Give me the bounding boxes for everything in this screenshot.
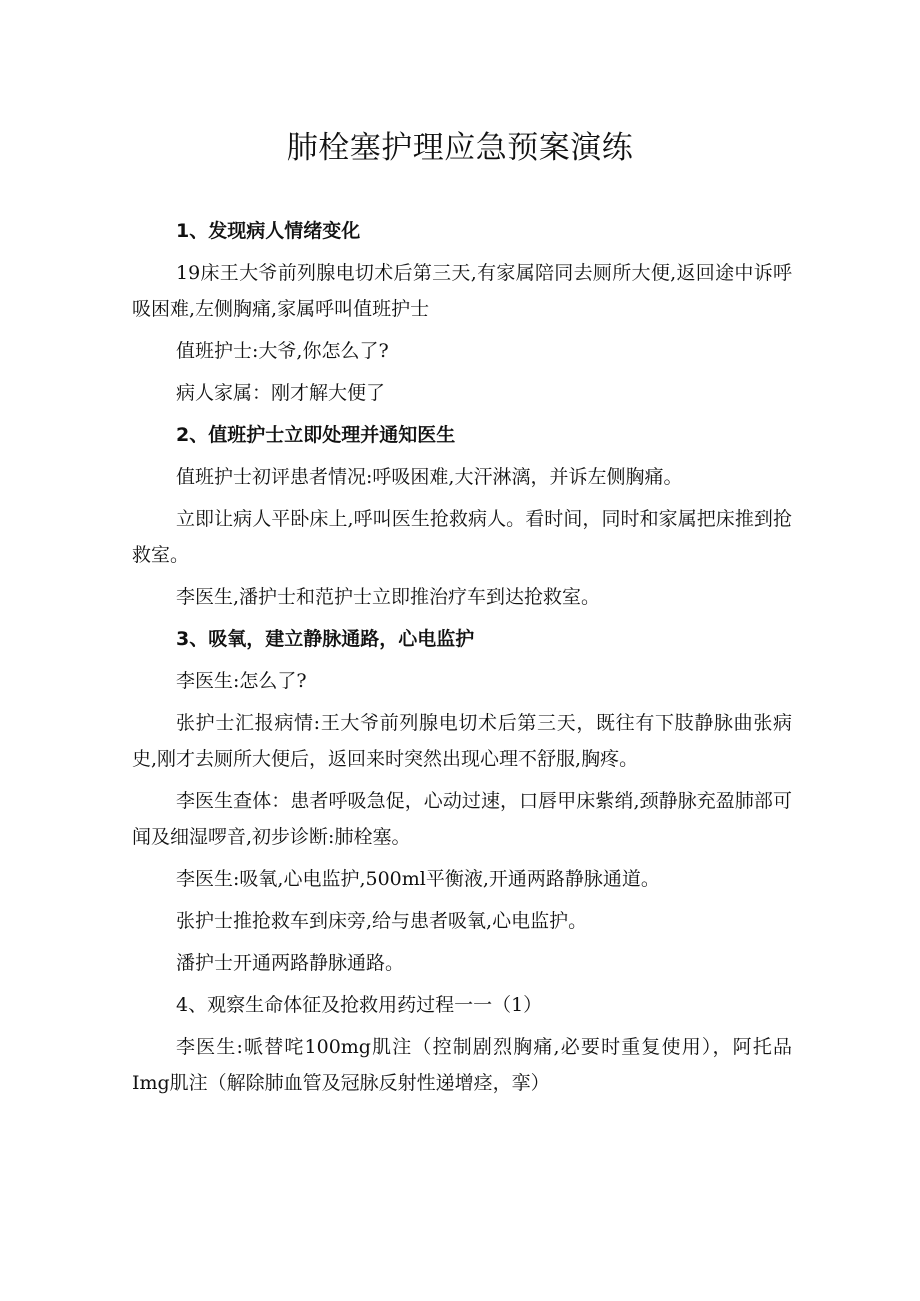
document-title: 肺栓塞护理应急预案演练	[286, 130, 634, 166]
paragraph: 潘护士开通两路静脉通路。	[176, 952, 405, 974]
paragraph: 李医生:怎么了?	[176, 670, 307, 692]
paragraph: 张护士汇报病情:王大爷前列腺电切术后第三天，既往有下肢静脉曲张病史,刚才去厕所大便后，返回来时突然出现心理不舒服,胸疼。	[132, 712, 792, 770]
section-heading: 3、吸氧，建立静脉通路，心电监护	[176, 628, 475, 650]
paragraph: 病人家属：刚才解大便了	[176, 382, 386, 404]
section-3	[132, 621, 792, 981]
paragraph: 立即让病人平卧床上,呼叫医生抢救病人。看时间，同时和家属把床推到抢救室。	[132, 508, 792, 566]
section-1	[132, 213, 792, 411]
paragraph: 19床王大爷前列腺电切术后第三天,有家属陪同去厕所大便,返回途中诉呼吸困难,左侧胸痛,家属呼叫值班护士	[132, 262, 792, 320]
paragraph: 张护士推抢救车到床旁,给与患者吸氧,心电监护。	[176, 910, 588, 932]
paragraph: 李医生:吸氧,心电监护,500ml平衡液,开通两路静脉通道。	[176, 868, 660, 890]
paragraph: 李医生查体：患者呼吸急促，心动过速，口唇甲床紫绡,颈静脉充盈肺部可闻及细湿啰音,初步诊断:肺栓塞。	[132, 790, 792, 848]
document-body	[132, 213, 792, 1101]
paragraph: 值班护士:大爷,你怎么了?	[176, 340, 389, 362]
section-heading: 1、发现病人情绪变化	[176, 220, 361, 242]
section-heading: 2、值班护士立即处理并通知医生	[176, 424, 456, 446]
paragraph: 值班护士初评患者情况:呼吸困难,大汗淋漓，并诉左侧胸痛。	[176, 466, 683, 488]
paragraph: 李医生:哌替咤100mg肌注（控制剧烈胸痛,必要时重复使用），阿托品Img肌注（解除肺血管及冠脉反射性递增痉，挛）	[132, 1036, 792, 1094]
paragraph: 李医生,潘护士和范护士立即推治疗车到达抢救室。	[176, 586, 601, 608]
section-heading: 4、观察生命体征及抢救用药过程一一（1）	[176, 994, 543, 1016]
section-4	[132, 987, 792, 1101]
section-2	[132, 417, 792, 615]
